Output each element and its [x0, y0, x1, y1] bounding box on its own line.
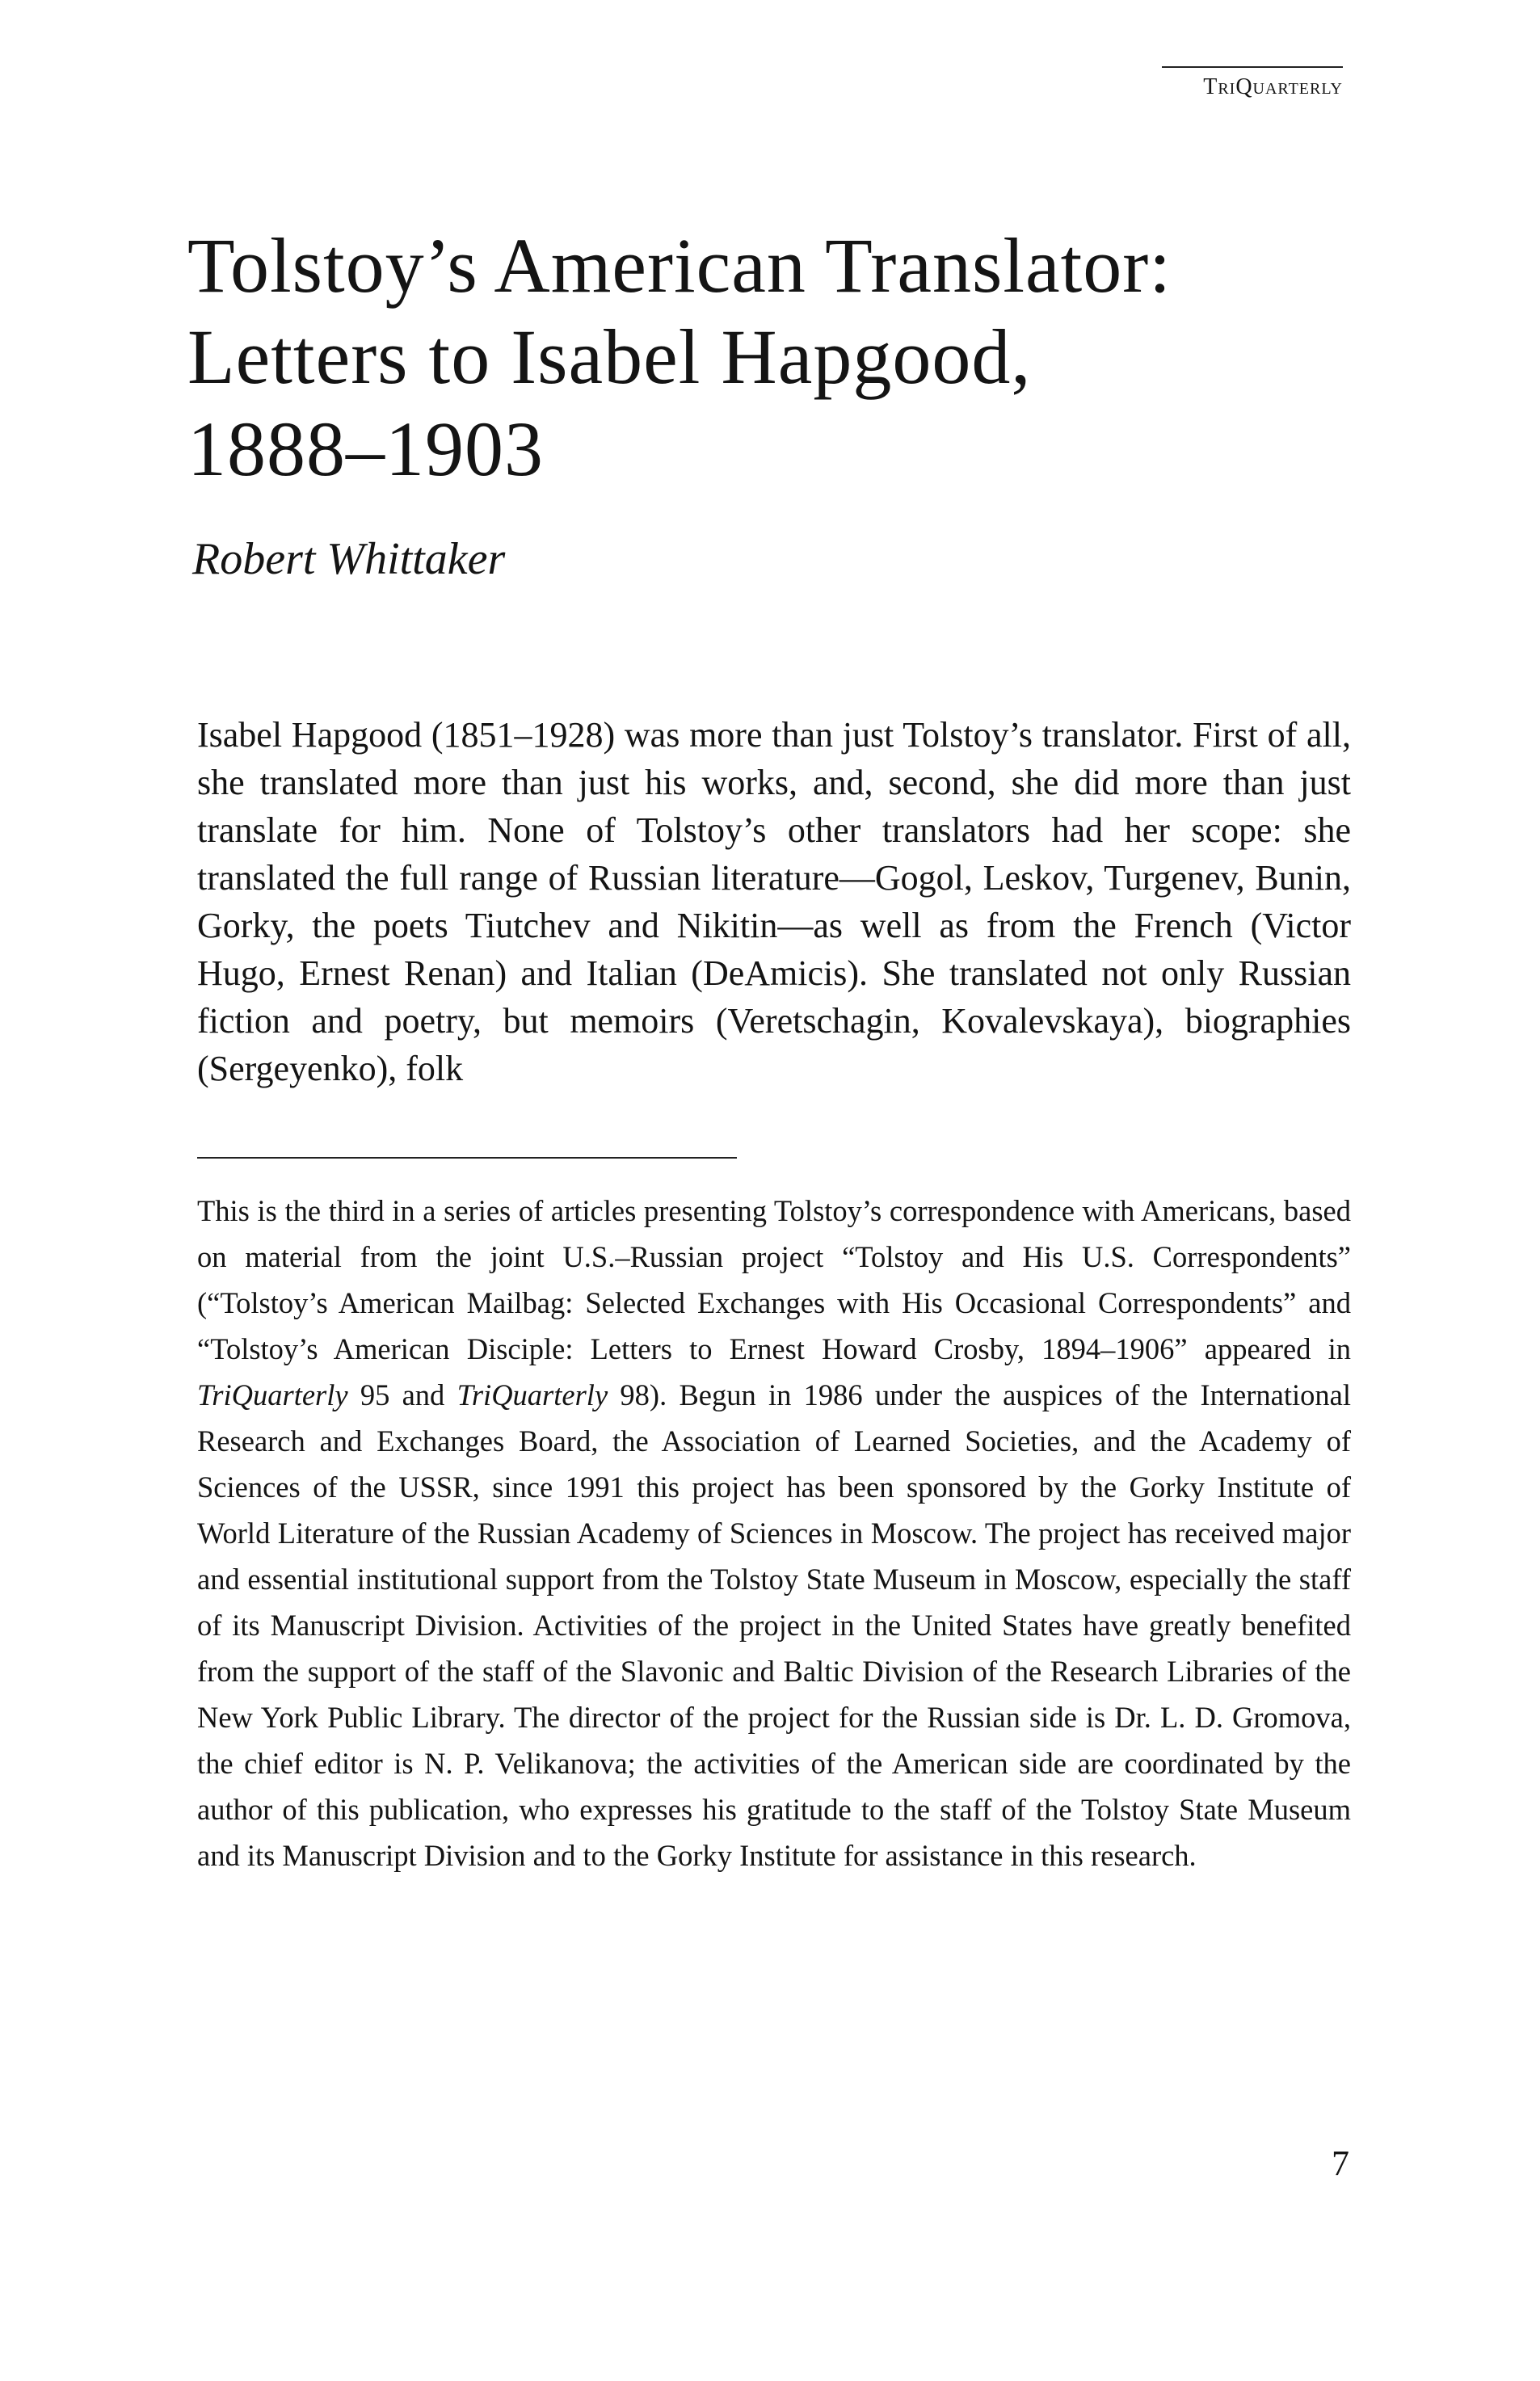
- running-header: [1162, 66, 1343, 100]
- title-line: Tolstoy’s American Translator:: [187, 222, 1172, 309]
- article-title: [187, 220, 1351, 494]
- author-name: Robert Whittaker: [192, 534, 506, 584]
- footnote-text: 98). Begun in 1986 under the auspices of the International Research and Exchanges Board, the Association of Learned Societies, and the Academy of Sciences of the USSR, since 1991 this project has been sponsored by the Gorky Institute of World Literature of the Russian Academy of Sciences in Moscow. The project has received major and essential institutional support from the Tolstoy State Museum in Moscow, especially the staff of its Manuscript Division. Activities of the project in the United States have greatly benefited from the support of the staff of the Slavonic and Baltic Division of the Research Libraries of the New York Public Library. The director of the project for the Russian side is Dr. L. D. Gromova, the chief editor is N. P. Velikanova; the activities of the American side are coordinated by the author of this publication, who expresses his gratitude to the staff of the Tolstoy State Museum and its Manuscript Division and to the Gorky Institute for assistance in this research.: [197, 1378, 1351, 1872]
- footnote: [197, 1188, 1351, 1878]
- footnote-text: 95 and: [347, 1378, 457, 1411]
- journal-name: TriQuarterly: [1203, 74, 1343, 99]
- footnote-divider: [197, 1157, 737, 1159]
- journal-reference: TriQuarterly: [457, 1378, 608, 1411]
- title-line: 1888–1903: [187, 405, 544, 492]
- body-paragraph: Isabel Hapgood (1851–1928) was more than just Tolstoy’s translator. First of all, she translated more than just his works, and, second, she did more than just translate for him. None of Tolstoy’s other translators had her scope: she translated the full range of Russian literature—Gogol, Leskov, Turgenev, Bunin, Gorky, the poets Tiutchev and Nikitin—as well as from the French (Victor Hugo, Ernest Renan) and Italian (DeAmicis). She translated not only Russian fiction and poetry, but memoirs (Veretschagin, Kovalevskaya), biographies (Sergeyenko), folk: [197, 715, 1351, 1088]
- page-number: 7: [1332, 2143, 1349, 2183]
- header-rule: [1162, 66, 1343, 68]
- footnote-text: This is the third in a series of articles presenting Tolstoy’s correspondence with Americans, based on material from the joint U.S.–Russian project “Tolstoy and His U.S. Correspondents” (“Tolstoy’s American Mailbag: Selected Exchanges with His Occasional Correspondents” and “Tolstoy’s American Disciple: Letters to Ernest Howard Crosby, 1894–1906” appeared in: [197, 1194, 1351, 1365]
- journal-reference: TriQuarterly: [197, 1378, 348, 1411]
- title-line: Letters to Isabel Hapgood,: [187, 313, 1032, 401]
